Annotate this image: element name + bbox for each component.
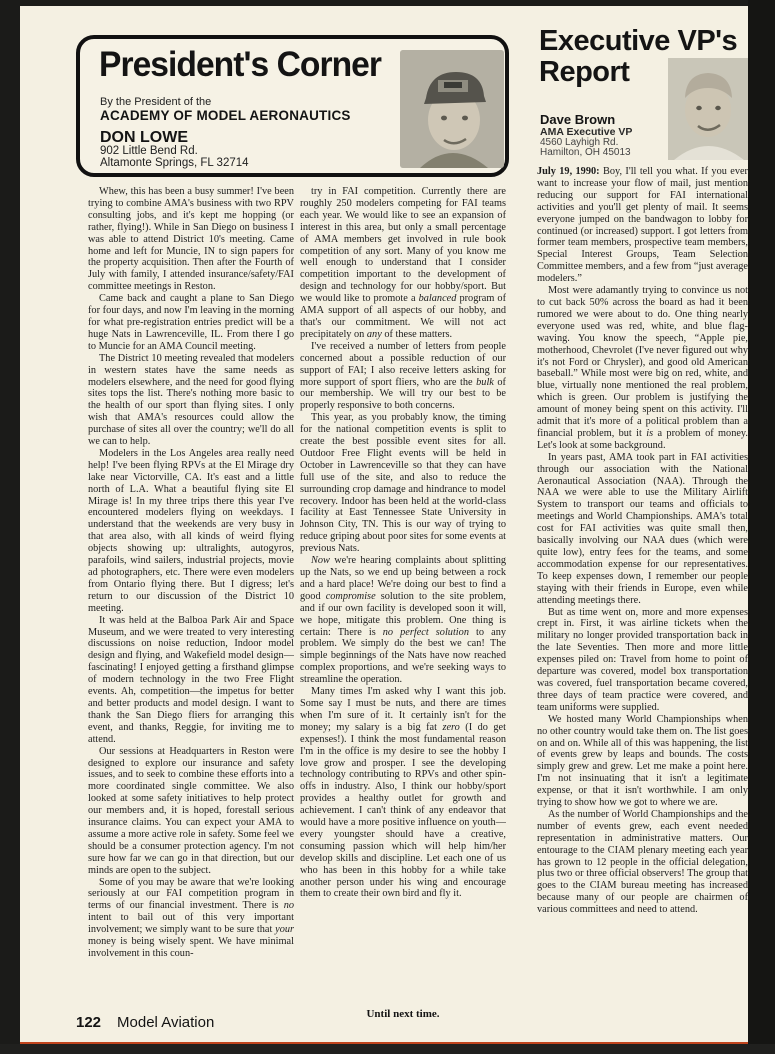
executive-report-title-line2: Report (539, 56, 630, 88)
page-bottom-accent-line (20, 1042, 748, 1044)
scan-edge-right (748, 0, 775, 1054)
presidents-corner-title: President's Corner (99, 45, 382, 84)
presidents-corner-header-box (76, 35, 509, 177)
presidents-corner-column-1: Whew, this has been a busy summer! I've been trying to combine AMA's business with two RPV consulting jobs, and it's kept me hopping (or rather, flying!). While in San Diego on business I was able to attend District 10's meeting. Came home and left for Muncie, IN to sign papers for the property acquisition. Then after the Fourth of July with family, I attended insurance/safety/FAI committee meetings in Reston. Came back and caught a plane to San Diego for four days, and now I'm leaving in the morning for what pre-registration entries predict will be a huge Nats in Lawrenceville, IL. From there I go to Muncie for an AMA Council meeting. The District 10 meeting revealed that modelers in western states have the same needs as modelers elsewhere, and the need for good flying sites tops the list. There's nothing more basic to the health of our sport than flying sites. I only wish that AMA's resources could allow the purchase of sites all over the country; we'll do all we can to help. Modelers in the Los Angeles area really need help! I've been flying RPVs at the El Mirage dry lake near Victorville, CA. It's east and a little north of L.A. What a beautiful flying site El Mirage is! In my three trips there this year I've encountered modelers flying on weekdays. I understand that the weekends are very busy in that area also, with all kinds of weird flying objects showing up: ultralights, autogyros, parafoils, wind sailers, industrial projects, movie ad photographers, etc. There were even modelers from Ontario flying there. But I digress; let's return to our discussion of the District 10 meeting. It was held at the Balboa Park Air and Space Museum, and we were treated to very interesting discussions on noise reduction, Indoor model design and flying, and Wakefield model design—fascinating! I enjoyed getting a firsthand glimpse of modern technology in the two Free Flight events. Ah, competition—the impetus for better and better products and model design. I want to thank the San Diego fliers for arranging this event, and thanks, Reggie, for inviting me to attend. Our sessions at Headquarters in Reston were designed to explore our insurance and safety issues, and to seek to combine these efforts into a more coordinated single committee. We also looked at some safety initiatives to help protect our members and, it is hoped, forestall serious insurance claims. You can expect your AMA to assume a more active role in safety. Some feel we should be a consumer protection agency. I'm not sure how far we can go in that direction, but our minds are open to the subject. Some of you may be aware that we're looking seriously at our FAI competition program in terms of our financial investment. There is no intent to bail out of this very important involvement; we simply want to be sure that your money is being wisely spent. We have minimal involvement in this coun- (88, 186, 294, 959)
scan-edge-bottom (0, 1044, 775, 1054)
presidents-corner-byline-intro: By the President of the (100, 96, 212, 108)
presidents-corner-closing: Until next time. (366, 1008, 440, 1020)
don-lowe-photo (400, 50, 504, 168)
presidents-corner-address-line1: 902 Little Bend Rd. (100, 145, 198, 157)
presidents-corner-author: DON LOWE (100, 129, 188, 146)
presidents-corner-column-2: try in FAI competition. Currently there are roughly 250 modelers competing for FAI teams each year. We would like to see an expansion of interest in this area, but only a small percentage of AMA members get involved in rule book competition of any sort. Many of you know me well enough to understand that I consider competition important to the development of design and technology for our hobby/sport. But we would like to promote a balanced program of AMA support of all aspects of our hobby, and that's our commitment. We will not act precipitately on any of these matters. I've received a number of letters from people concerned about a possible reduction of our support of FAI; I also receive letters asking for more support of sport fliers, who are the bulk of our membership. We will try our best to be properly responsive to both concerns. This year, as you probably know, the timing for the national competition events is split to create the best possible event sites for all. Outdoor Free Flight events will be held in October in Lawrenceville so that they can have full use of the site, and also to reduce the surrounding crop damage and hindrance to model recovery. Indoor has been held at the world-class facility at East Tennessee State University in Johnson City, TN. This is our way of trying to reduce griping about poor sites for some events at previous Nats. Now we're hearing complaints about splitting up the Nats, so we end up being between a rock and a hard place! We're doing our best to find a good compromise solution to the site problem, and if our own facility is developed soon it will, we hope, mitigate this problem. One thing is certain: There is no perfect solution to any problem. We simply do the best we can! The simple beginnings of the Nats have now reached complex proportions, and we're seeking ways to streamline the operation. Many times I'm asked why I want this job. Some say I must be nuts, and there are times when I'm sure of it. It certainly isn't for the money; my salary is a big fat zero (I do get expenses!). I think the most fundamental reason I'm in the office is my desire to see the hobby I love grow and prosper. I see the developing technology contributing to RPVs and other spin-offs in industry. Also, I think our hobby/sport provides a healthy outlet for growth and achievement. I can't think of any endeavor that would have a more positive influence on youth—every youngster should have a creative, consuming passion which will help him/her develop skills and discipline. Let each one of us who has been in this hobby for a while take another person under his wing and encourage them to create their own bird and fly it. (300, 186, 506, 900)
page-footer (76, 1014, 214, 1031)
executive-report-column: July 19, 1990: Boy, I'll tell you what. If you ever want to increase your flow of mail, just mention reducing our support for FAI international activities and you'll get plenty of mail. It seems everyone jumped on the bandwagon to lobby for continued (or increased) support. I got letters from former team members, prospective team members, Special Interest Groups, Team Selection Committee members, and a few from “just average modelers.” Most were adamantly trying to convince us not to cut back 50% across the board as had it been rumored we were about to do. One thing nearly everyone used was red, white, and blue flag-waving. You know the speech, “Apple pie, motherhood, Chevrolet (I've never figured out why it's not Ford or Chrysler), and good old American baseball.” While most were big on red, white, and blue, virtually none mentioned the real problem, which is green. Our problem is justifying the amount of money being spent on this activity. I'll admit that it's more of a political problem than a financial problem, but it is a problem of money. Let's look at some background. In years past, AMA took part in FAI activities through our association with the National Aeronautical Association (NAA). Through the NAA we were able to use the Military Airlift System to transport our teams and officials to meetings and World Championships. AMA's total cost for FAI activities was quite small then, basically involving our NAA dues (which were quite low), entry fees for the teams, and some accommodation expense for our representatives. To keep expenses down, I remember our people staying with their friends in Europe, even while attending meetings there. But as time went on, more and more expenses crept in. First, it was airline tickets when the military no longer provided transportation back in the late Seventies. Then more and more little expenses piled on: Travel from home to point of departure was covered, model box transportation was covered, fuel transportation became covered, three days of team practice were covered, and team uniforms were supplied. We hosted many World Championships when no other country would take them on. The list goes on and on. While all of this was happening, the list of events grew by leaps and bounds. The costs simply grew and grew. Let me make a point here. I'm not insinuating that it isn't a legitimate expense, or that it isn't worthwhile. I am only trying to show how we got to where we are. As the number of World Championships and the number of events grew, each event needed representation in administrative matters. Our entourage to the CIAM plenary meeting each year has grown to 12 people in the official delegation, plus two or three official observers! The group that goes to the CIAM bureau meeting has increased because many of our people are chairmen of various committees and need to attend. (537, 166, 748, 916)
executive-report-title-line1: Executive VP's (539, 25, 738, 57)
presidents-corner-address-line2: Altamonte Springs, FL 32714 (100, 157, 249, 169)
dave-brown-photo (668, 58, 748, 160)
executive-report-author-title: AMA Executive VP (540, 126, 633, 138)
magazine-page (20, 6, 748, 1042)
presidents-corner-organization: ACADEMY OF MODEL AERONAUTICS (100, 108, 351, 123)
magazine-title: Model Aviation (117, 1014, 215, 1031)
page-number: 122 (76, 1014, 102, 1031)
executive-report-address-line2: Hamilton, OH 45013 (540, 147, 631, 158)
executive-report-address-line1: 4560 Layhigh Rd. (540, 137, 619, 148)
executive-report-author: Dave Brown (540, 112, 616, 127)
